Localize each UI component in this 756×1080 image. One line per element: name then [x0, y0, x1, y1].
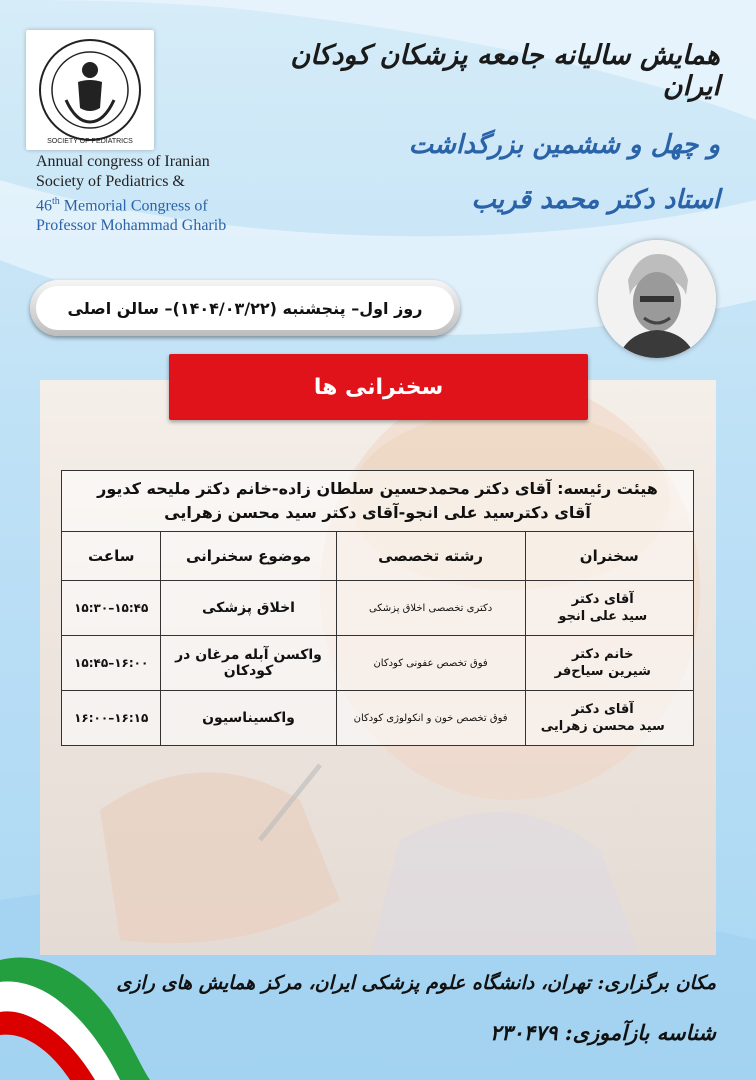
- venue-line: مکان برگزاری: تهران، دانشگاه علوم پزشکی ایران، مرکز همایش های رازی: [116, 972, 716, 994]
- portrait-photo-icon: [598, 240, 716, 358]
- cme-code-line: شناسه بازآموزی: ۲۳۰۴۷۹: [489, 1020, 716, 1045]
- lecture-topic: واکسن آبله مرغان در کودکان: [161, 636, 336, 691]
- header-specialty: رشته تخصصی: [336, 532, 525, 581]
- table-row: [62, 581, 694, 636]
- speaker-name: آقای دکتر سید محسن زهرایی: [525, 691, 693, 746]
- society-logo: [26, 30, 154, 150]
- presiding-board-line1: هیئت رئیسه: آقای دکتر محمدحسین سلطان زاده-خانم دکتر ملیحه کدیور: [97, 479, 658, 498]
- persian-memorial-line: و چهل و ششمین بزرگداشت: [408, 130, 720, 160]
- table-row: [62, 636, 694, 691]
- iran-flag-ribbon-icon: [0, 940, 756, 1080]
- persian-professor-name: استاد دکتر محمد قریب: [471, 185, 720, 215]
- day-session-label: [30, 280, 460, 336]
- speaker-specialty: دکتری تخصصی اخلاق پزشکی: [336, 581, 525, 636]
- lecture-time: ۱۶:۰۰–۱۶:۱۵: [62, 691, 161, 746]
- professor-portrait: [598, 240, 716, 358]
- presiding-board-line2: آقای دکترسید علی انجو-آقای دکتر سید محسن زهرایی: [164, 503, 591, 522]
- speaker-name: خانم دکتر شیرین سیاح‌فر: [525, 636, 693, 691]
- persian-congress-title: همایش سالیانه جامعه پزشکان کودکان ایران: [290, 40, 720, 102]
- lectures-section-title: سخنرانی ها: [169, 354, 588, 420]
- presiding-board: [62, 471, 694, 532]
- english-title-line1: Annual congress of Iranian: [36, 153, 210, 170]
- table-header-row: [62, 532, 694, 581]
- lecture-topic: واکسیناسیون: [161, 691, 336, 746]
- english-title-line3: 46th Memorial Congress of: [36, 196, 208, 215]
- english-title-line4: Professor Mohammad Gharib: [36, 217, 227, 235]
- speaker-name: آقای دکتر سید علی انجو: [525, 581, 693, 636]
- lecture-time: ۱۵:۴۵–۱۶:۰۰: [62, 636, 161, 691]
- english-title-line2: Society of Pediatrics &: [36, 173, 185, 190]
- pediatrics-logo-icon: [26, 30, 154, 150]
- speaker-specialty: فوق تخصص عفونی کودکان: [336, 636, 525, 691]
- day-session-text: روز اول– پنجشنبه (۱۴۰۴/۰۳/۲۲)– سالن اصلی: [36, 286, 454, 330]
- header-time: ساعت: [62, 532, 161, 581]
- logo-text: SOCIETY OF PEDIATRICS: [47, 138, 133, 145]
- header-topic: موضوع سخنرانی: [161, 532, 336, 581]
- table-row: [62, 691, 694, 746]
- header-speaker: سخنران: [525, 532, 693, 581]
- lectures-schedule-table: [61, 470, 694, 746]
- lecture-topic: اخلاق پزشکی: [161, 581, 336, 636]
- speaker-specialty: فوق تخصص خون و انکولوژی کودکان: [336, 691, 525, 746]
- lecture-time: ۱۵:۳۰–۱۵:۴۵: [62, 581, 161, 636]
